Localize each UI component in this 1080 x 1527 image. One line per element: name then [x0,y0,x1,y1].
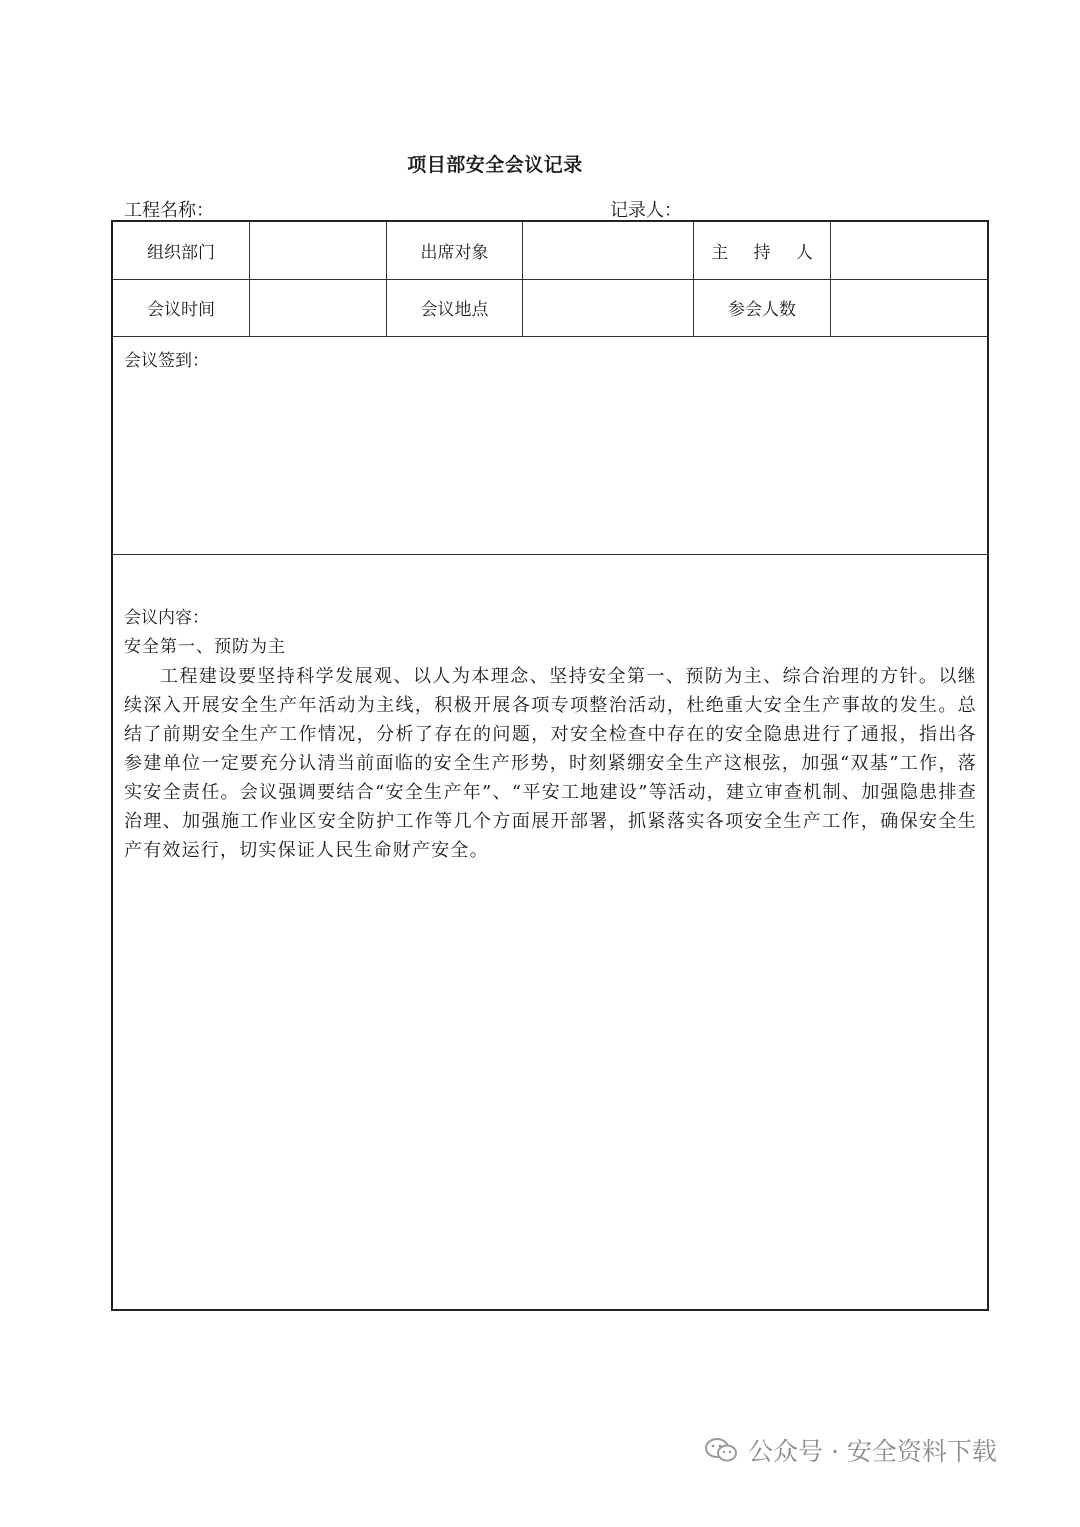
org-dept-value[interactable] [250,222,387,279]
host-label: 主 持 人 [694,222,831,279]
document-title: 项目部安全会议记录 [407,154,583,176]
participant-count-value[interactable] [831,279,987,336]
host-value[interactable] [831,222,987,279]
org-dept-label: 组织部门 [113,222,250,279]
content-body: 工程建设要坚持科学发展观、以人为本理念、坚持安全第一、预防为主、综合治理的方针。以继续深入开展安全生产年活动为主线，积极开展各项专项整治活动，杜绝重大安全生产事故的发生。总结了前期安全生产工作情况，分析了存在的问题，对安全检查中存在的安全隐患进行了通报，指出各参建单位一定要充分认清当前面临的安全生产形势，时刻紧绷安全生产这根弦，加强“双基”工作，落实安全责任。会议强调要结合“安全生产年”、“平安工地建设”等活动，建立审查机制、加强隐患排查治理、加强施工作业区安全防护工作等几个方面展开部署，抓紧落实各项安全生产工作，确保安全生产有效运行，切实保证人民生命财产安全。 [124,666,977,861]
watermark [704,1432,997,1468]
content-heading: 安全第一、预防为主 [124,637,286,657]
content-section [113,554,987,1309]
table-row-1 [113,222,987,280]
watermark-text: 公众号 · 安全资料下载 [748,1437,997,1466]
project-name-label: 工程名称： [124,200,214,221]
meeting-time-label: 会议时间 [113,279,250,336]
meeting-place-label: 会议地点 [387,279,523,336]
meeting-time-value[interactable] [250,279,387,336]
recorder-label: 记录人： [610,200,682,221]
participant-count-label: 参会人数 [694,279,831,336]
content-label: 会议内容： [124,608,209,628]
wechat-icon [704,1437,738,1463]
meeting-place-value[interactable] [523,279,694,336]
attendees-value[interactable] [523,222,694,279]
signin-section[interactable] [113,336,987,555]
meeting-record-table [111,220,989,1311]
content-text-block [124,604,977,865]
attendees-label: 出席对象 [387,222,523,279]
table-row-2 [113,279,987,337]
signin-label: 会议签到： [124,351,209,371]
